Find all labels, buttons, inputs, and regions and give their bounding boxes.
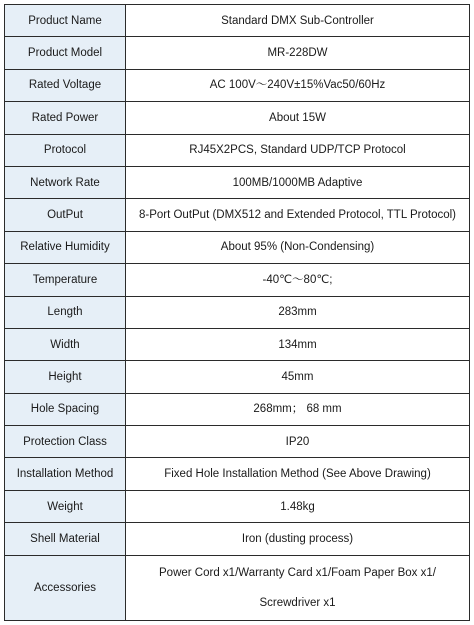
row-value: Fixed Hole Installation Method (See Above Drawing) xyxy=(126,458,470,490)
table-row xyxy=(5,555,470,620)
row-label: Network Rate xyxy=(5,166,126,198)
row-label: Rated Power xyxy=(5,102,126,134)
row-value: -40℃～80℃; xyxy=(126,264,470,296)
spec-table xyxy=(4,4,470,621)
row-label: Protection Class xyxy=(5,426,126,458)
row-label: Shell Material xyxy=(5,523,126,555)
row-label: Temperature xyxy=(5,264,126,296)
row-value: RJ45X2PCS, Standard UDP/TCP Protocol xyxy=(126,134,470,166)
table-row xyxy=(5,458,470,490)
row-value: 100MB/1000MB Adaptive xyxy=(126,166,470,198)
row-value: 45mm xyxy=(126,361,470,393)
table-row xyxy=(5,426,470,458)
table-row xyxy=(5,102,470,134)
row-label: OutPut xyxy=(5,199,126,231)
row-value: MR-228DW xyxy=(126,37,470,69)
row-label: Height xyxy=(5,361,126,393)
row-label: Length xyxy=(5,296,126,328)
row-value: 134mm xyxy=(126,328,470,360)
row-value: 8-Port OutPut (DMX512 and Extended Protocol, TTL Protocol) xyxy=(126,199,470,231)
table-row xyxy=(5,199,470,231)
table-row xyxy=(5,166,470,198)
row-value: 283mm xyxy=(126,296,470,328)
table-row xyxy=(5,328,470,360)
row-label: Product Model xyxy=(5,37,126,69)
row-value: AC 100V～240V±15%Vac50/60Hz xyxy=(126,69,470,101)
table-row xyxy=(5,134,470,166)
row-label: Hole Spacing xyxy=(5,393,126,425)
row-value: IP20 xyxy=(126,426,470,458)
row-label: Accessories xyxy=(5,555,126,620)
row-value: About 15W xyxy=(126,102,470,134)
row-label: Installation Method xyxy=(5,458,126,490)
table-row xyxy=(5,231,470,263)
table-row xyxy=(5,393,470,425)
table-row xyxy=(5,69,470,101)
row-label: Product Name xyxy=(5,5,126,37)
row-label: Relative Humidity xyxy=(5,231,126,263)
table-row xyxy=(5,5,470,37)
row-value: 1.48kg xyxy=(126,490,470,522)
table-row xyxy=(5,37,470,69)
row-label: Protocol xyxy=(5,134,126,166)
row-value: Standard DMX Sub-Controller xyxy=(126,5,470,37)
table-row xyxy=(5,490,470,522)
row-label: Width xyxy=(5,328,126,360)
table-row xyxy=(5,361,470,393)
table-row xyxy=(5,296,470,328)
row-value: Iron (dusting process) xyxy=(126,523,470,555)
row-label: Weight xyxy=(5,490,126,522)
row-value: About 95% (Non-Condensing) xyxy=(126,231,470,263)
row-value: 268mm； 68 mm xyxy=(126,393,470,425)
row-label: Rated Voltage xyxy=(5,69,126,101)
table-row xyxy=(5,523,470,555)
row-value: Power Cord x1/Warranty Card x1/Foam Paper Box x1/ Screwdriver x1 xyxy=(126,555,470,620)
table-row xyxy=(5,264,470,296)
